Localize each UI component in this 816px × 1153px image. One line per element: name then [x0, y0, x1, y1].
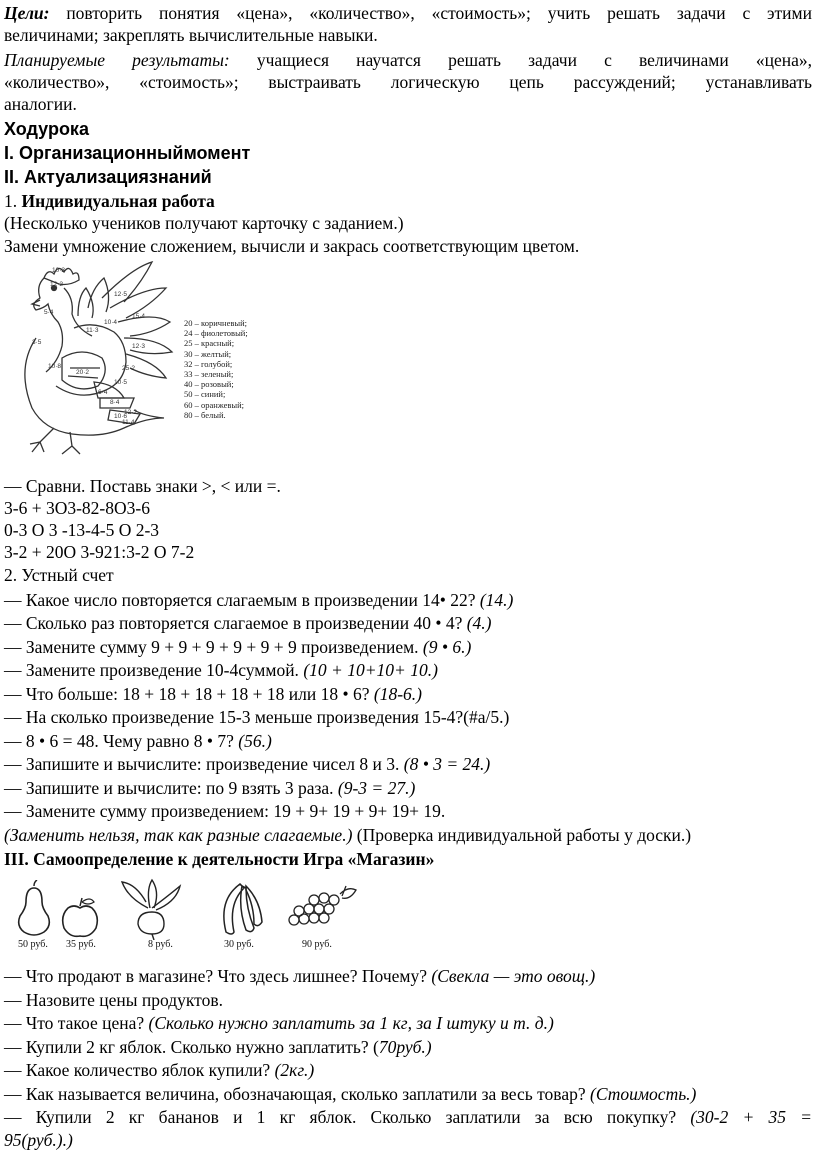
goals-line-2: величинами; закреплять вычислительные навыки.	[4, 25, 378, 45]
oral-item	[4, 659, 438, 681]
shop-answer: 70руб.)	[378, 1037, 432, 1057]
rooster-number: 12·2	[124, 409, 138, 416]
rooster-number: 11·3	[86, 327, 99, 334]
rooster-number: 11·4	[122, 419, 135, 426]
rooster-number: 10·4	[104, 319, 118, 326]
color-legend	[184, 318, 248, 420]
shop-item	[4, 989, 223, 1011]
rooster-number: 6·4	[98, 389, 108, 396]
legend-item: 33 – зеленый;	[184, 369, 234, 380]
results-label: Планируемые результаты:	[4, 50, 230, 70]
oral-item	[4, 706, 509, 728]
oral-item	[4, 636, 471, 658]
oral-item	[4, 612, 492, 634]
heading-actualization: II. Актуализациязнаний	[4, 167, 212, 187]
section1-title	[4, 190, 215, 212]
shop-answer: (Свекла — это овощ.)	[431, 966, 596, 986]
oral-answer: (10 + 10+10+ 10.)	[303, 660, 438, 680]
rooster-number: 10·3	[52, 267, 66, 274]
shop-answer: (Стоимость.)	[590, 1084, 697, 1104]
compare-title: — Сравни. Поставь знаки >, < или =.	[4, 476, 281, 496]
goals-label: Цели:	[4, 3, 50, 23]
goals-text: повторить понятия «цена», «количество», «стоимость»; учить решать задачи с этими	[49, 3, 812, 23]
oral-question: — На сколько произведение 15-3 меньше произведения 15-4?(#а/5.)	[4, 707, 510, 727]
oral-question: — Замените произведение 10-4суммой.	[4, 660, 304, 680]
oral-answer: (8 • 3 = 24.)	[403, 754, 491, 774]
shop-answer: (30-2 + 35 =	[690, 1107, 812, 1127]
compare-row: 3-2 + 20О 3-921:3-2 О 7-2	[4, 542, 195, 562]
rooster-number: 3·5	[32, 339, 42, 346]
oral-item	[4, 753, 490, 775]
pear-image	[14, 880, 54, 938]
shop-item	[4, 1059, 314, 1081]
results-line-2: «количество», «стоимость»; выстраивать логическую цепь рассуждений; устанавливать	[4, 72, 812, 92]
shop-item	[4, 965, 595, 987]
heading-lesson-plan: Ходурока	[4, 119, 89, 139]
heading-organization: I. Организационныймомент	[4, 143, 251, 163]
oral-question: — Замените сумму 9 + 9 + 9 + 9 + 9 + 9 произведением.	[4, 637, 423, 657]
shop-question: — Назовите цены продуктов.	[4, 990, 223, 1010]
legend-item: 80 – белый.	[184, 409, 226, 420]
legend-item: 40 – розовый;	[184, 379, 234, 390]
rooster-number: 10·6	[114, 413, 128, 420]
oral-item	[4, 777, 415, 799]
results-line-1	[4, 49, 812, 71]
price-pear: 50 руб.	[18, 939, 48, 950]
oral-answer: (18-6.)	[373, 684, 422, 704]
goals-line-1	[4, 2, 812, 24]
rooster-number: 15·4	[132, 313, 146, 320]
oral-question: — Сколько раз повторяется слагаемое в произведении 40 • 4?	[4, 613, 467, 633]
legend-item: 50 – синий;	[184, 389, 226, 400]
oral-title: 2. Устный счет	[4, 565, 114, 585]
price-beet: 8 руб.	[148, 939, 173, 950]
legend-item: 60 – оранжевый;	[184, 399, 244, 410]
section1-title-text: Индивидуальная работа	[21, 191, 215, 211]
rooster-number: 12·5	[114, 291, 128, 298]
legend-item: 30 – желтый;	[184, 348, 232, 359]
bananas-image	[212, 878, 268, 940]
oral-answer: (9-3 = 27.)	[337, 778, 416, 798]
oral-final-note: (Проверка индивидуальной работы у доски.)	[352, 825, 692, 845]
price-apple: 35 руб.	[66, 939, 96, 950]
shop-question: — Купили 2 кг яблок. Сколько нужно заплатить? (	[4, 1037, 379, 1057]
oral-question: — Замените сумму произведением: 19 + 9+ 19 + 9+ 19+ 19.	[4, 801, 446, 821]
rooster-image	[14, 258, 184, 458]
compare-row: 3-6 + 3О3-82-8О3-6	[4, 498, 150, 518]
oral-item	[4, 589, 513, 611]
legend-item: 32 – голубой;	[184, 358, 233, 369]
price-grapes: 90 руб.	[302, 939, 332, 950]
apple-image	[60, 896, 100, 938]
legend-item: 20 – коричневый;	[184, 318, 247, 328]
shop-item-last	[4, 1106, 812, 1128]
price-bananas: 30 руб.	[224, 939, 254, 950]
oral-final	[4, 824, 691, 846]
rooster-number: 20·2	[76, 369, 90, 376]
section1-note: (Несколько учеников получают карточку с заданием.)	[4, 213, 404, 233]
rooster-number: 25·2	[122, 365, 136, 372]
compare-row: 0-3 О 3 -13-4-5 О 2-3	[4, 520, 160, 540]
shop-answer-continued: 95(руб.).)	[4, 1130, 73, 1150]
legend-item: 24 – фиолетовый;	[184, 328, 248, 339]
oral-answer: (14.)	[479, 590, 514, 610]
oral-item	[4, 683, 422, 705]
section3-title: III. Самоопределение к деятельности Игра «Магазин»	[4, 849, 435, 869]
shop-answer: (2кг.)	[274, 1060, 315, 1080]
shop-item	[4, 1036, 432, 1058]
oral-answer: (9 • 6.)	[422, 637, 472, 657]
grapes-image	[284, 884, 358, 932]
section1-task: Замени умножение сложением, вычисли и закрась соответствующим цветом.	[4, 236, 580, 256]
rooster-number: 8·4	[110, 399, 120, 406]
shop-answer: (Сколько нужно заплатить за 1 кг, за I штуку и т. д.)	[148, 1013, 554, 1033]
oral-final-answer: (Заменить нельзя, так как разные слагаемые.)	[4, 825, 353, 845]
shop-question: — Купили 2 кг бананов и 1 кг яблок. Сколько заплатили за всю покупку?	[4, 1107, 691, 1127]
oral-question: — Запишите и вычислите: по 9 взять 3 раза.	[4, 778, 338, 798]
shop-question: — Что продают в магазине? Что здесь лишнее? Почему?	[4, 966, 432, 986]
section1-number: 1.	[4, 191, 22, 211]
oral-question: — Какое число повторяется слагаемым в произведении 14• 22?	[4, 590, 480, 610]
legend-item: 25 – красный;	[184, 338, 235, 349]
results-line-3: аналогии.	[4, 94, 77, 114]
beet-image	[118, 878, 184, 940]
rooster-number: 12·2	[50, 281, 64, 288]
shop-item	[4, 1012, 554, 1034]
oral-answer: (4.)	[466, 613, 492, 633]
rooster-number: 10·8	[48, 363, 62, 370]
shop-question: — Что такое цена?	[4, 1013, 149, 1033]
oral-question: — Запишите и вычислите: произведение чисел 8 и 3.	[4, 754, 404, 774]
results-text: учащиеся научатся решать задачи с величинами «цена»,	[229, 50, 812, 70]
rooster-number: 10·5	[114, 379, 128, 386]
shop-question: — Как называется величина, обозначающая, сколько заплатили за весь товар?	[4, 1084, 590, 1104]
oral-question: — 8 • 6 = 48. Чему равно 8 • 7?	[4, 731, 239, 751]
rooster-number: 5·4	[44, 309, 54, 316]
shop-item	[4, 1083, 696, 1105]
oral-question: — Что больше: 18 + 18 + 18 + 18 + 18 или 18 • 6?	[4, 684, 374, 704]
shop-question: — Какое количество яблок купили?	[4, 1060, 275, 1080]
oral-item	[4, 730, 272, 752]
rooster-number: 12·3	[132, 343, 146, 350]
oral-item	[4, 800, 445, 822]
oral-answer: (56.)	[238, 731, 272, 751]
